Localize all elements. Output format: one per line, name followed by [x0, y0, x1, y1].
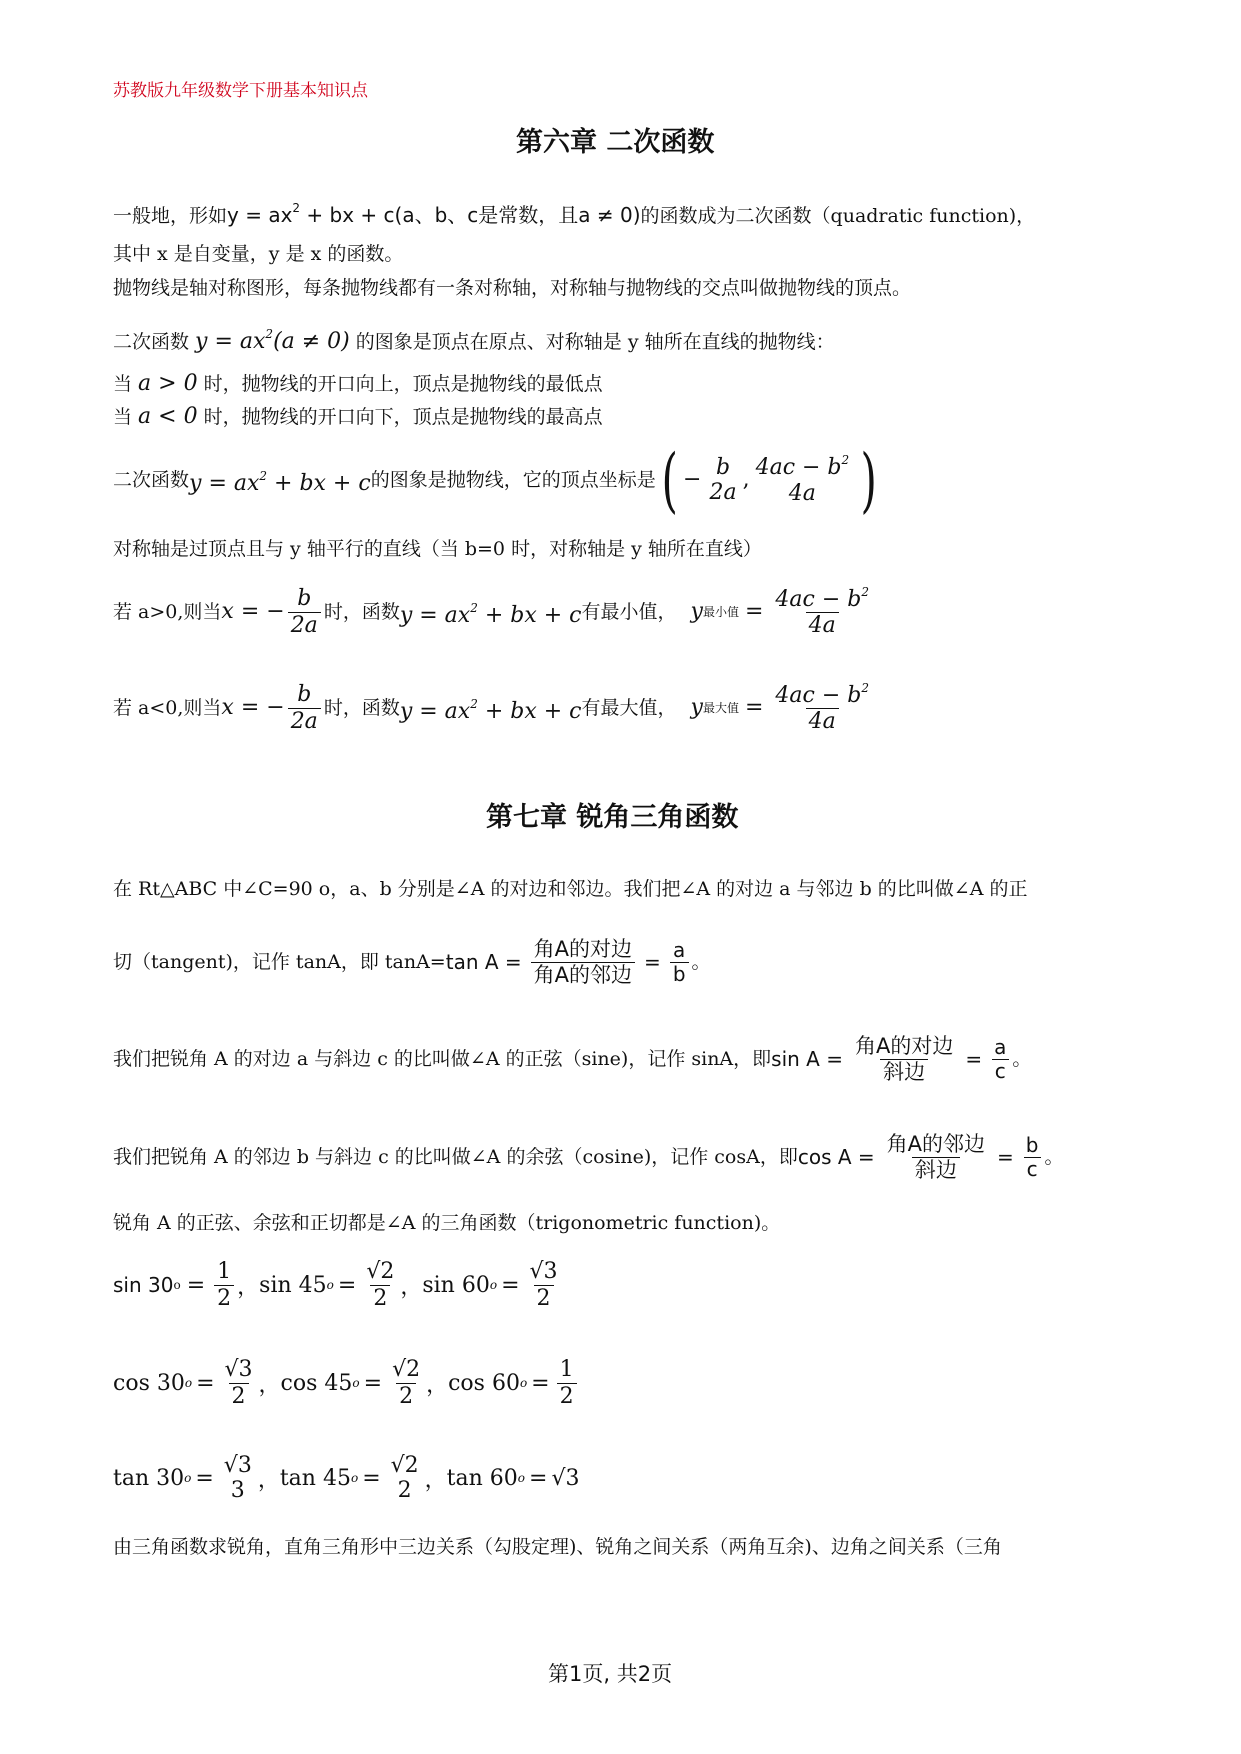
ch6-paragraph-1 — [113, 196, 1035, 228]
formula: $y = ax^2$ + bx + c(a、b、c是常数，且a ≠ 0) — [227, 201, 641, 227]
ch6-paragraph-6: 当 a < 0 时，抛物线的开口向下，顶点是抛物线的最高点 — [113, 404, 603, 429]
ch7-sine-definition: 我们把锐角 A 的对边 a 与斜边 c 的比叫做∠A 的正弦（sine)，记作 sinA，即 sin A = $\frac{\text{角A的对边}}{\text{斜边}}$ = $\frac{a}{c}$ 。 — [113, 1034, 1032, 1084]
ch6-paragraph-10: 若 a<0,则当 x = − $\frac{b}{2a}$ 时，函数 $y = ax^2$ + bx + c 有最大值， y 最大值 = $\frac{4ac - b^2}{4a}$ — [113, 680, 869, 734]
ch6-paragraph-3: 抛物线是轴对称图形，每条抛物线都有一条对称轴，对称轴与抛物线的交点叫做抛物线的顶点。 — [113, 277, 912, 299]
sin-values-row: sin 30 o = $\frac{1}{2}$ ， sin 45 o = $\frac{√2}{2}$ ， sin 60 o = $\frac{√3}{2}$ — [113, 1259, 558, 1311]
cos-values-row: cos 30 o = $\frac{√3}{2}$ ， cos 45 o = $\frac{√2}{2}$ ， cos 60 o = $\frac{1}{2}$ — [113, 1348, 580, 1418]
ch7-paragraph-5: 锐角 A 的正弦、余弦和正切都是∠A 的三角函数（trigonometric function)。 — [113, 1212, 781, 1234]
ch7-tangent-definition: 切（tangent)，记作 tanA，即 tanA= tan A = $\frac{\text{角A的对边}}{\text{角A的邻边}}$ = $\frac{a}{b}$ 。 — [113, 937, 711, 987]
text: 的函数成为二次函数（quadratic function)， — [640, 205, 1036, 227]
ch6-paragraph-4: 二次函数 $y = ax^2(a \ne 0)$ 的图象是顶点在原点、对称轴是 y 轴所在直线的抛物线： — [113, 327, 835, 354]
ch7-paragraph-6: 由三角函数求锐角，直角三角形中三边关系（勾股定理)、锐角之间关系（两角互余)、边角之间关系（三角 — [113, 1536, 1002, 1558]
chapter-7-title: 第七章 锐角三角函数 — [486, 802, 739, 833]
tan-values-row: tan 30 o = √3 3 ， tan 45 o = √2 2 ， tan 60 o = √3 — [113, 1452, 580, 1503]
document-header: 苏教版九年级数学下册基本知识点 — [113, 81, 368, 101]
chapter-6-title: 第六章 二次函数 — [516, 127, 715, 158]
ch6-paragraph-8: 对称轴是过顶点且与 y 轴平行的直线（当 b=0 时，对称轴是 y 轴所在直线） — [113, 538, 762, 560]
page-footer: 第1页, 共2页 — [548, 1662, 673, 1686]
ch7-paragraph-1: 在 Rt△ABC 中∠C=90 o，a、b 分别是∠A 的对边和邻边。我们把∠A 的对边 a 与邻边 b 的比叫做∠A 的正 — [113, 878, 1028, 900]
formula: $y = ax^2(a \ne 0)$ — [195, 327, 350, 354]
vertex-coordinate: ( − b 2a , $4ac - b^2$ 4a ) — [661, 439, 878, 521]
ch7-cosine-definition: 我们把锐角 A 的邻边 b 与斜边 c 的比叫做∠A 的余弦（cosine)，记作 cosA，即 cos A = $\frac{\text{角A的邻边}}{\text{斜边}}$ = $\frac{b}{c}$ 。 — [113, 1132, 1064, 1182]
text: 一般地，形如 — [113, 205, 228, 227]
formula: $y = ax^2$ + bx + c — [189, 469, 371, 496]
ch6-paragraph-7: 二次函数 $y = ax^2$ + bx + c 的图象是抛物线，它的顶点坐标是 ( − b 2a , $4ac - b^2$ 4a ) — [113, 440, 882, 520]
ch6-paragraph-5: 当 a > 0 时，抛物线的开口向上，顶点是抛物线的最低点 — [113, 371, 603, 396]
ch6-paragraph-2: 其中 x 是自变量，y 是 x 的函数。 — [113, 243, 404, 265]
ch6-paragraph-9: 若 a>0,则当 x = − $\frac{b}{2a}$ 时，函数 $y = ax^2$ + bx + c 有最小值， y 最小值 = $\frac{4ac - b^2}{4a}$ — [113, 584, 869, 638]
